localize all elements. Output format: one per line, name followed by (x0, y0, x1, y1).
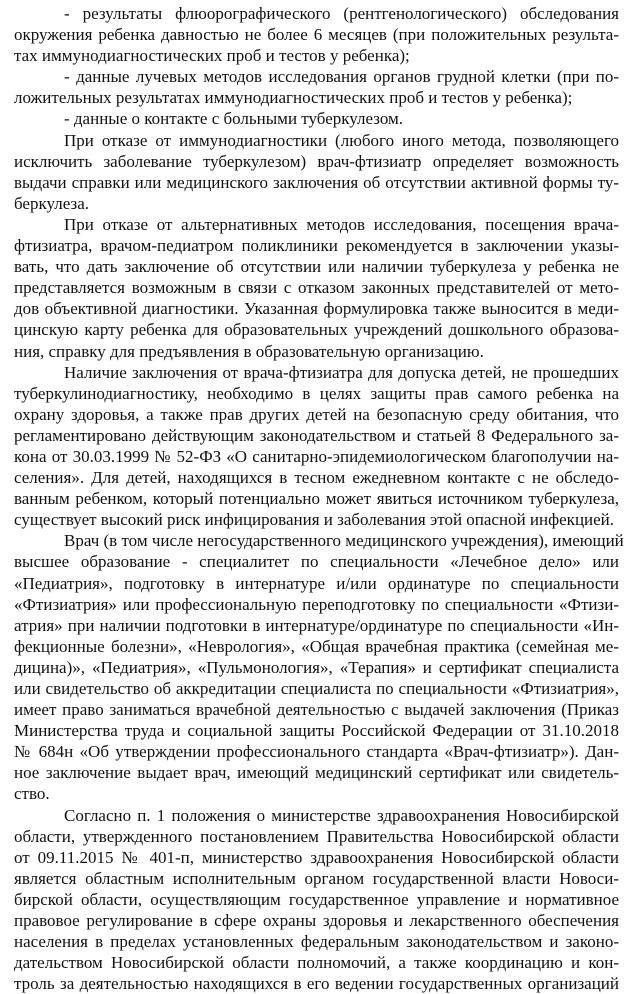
paragraph (14, 108, 619, 129)
text-line: дицина)», «Педиатрия», «Пульмонология», «Терапия» и сертификат специалиста (14, 657, 619, 677)
text-line: выдачи справки или медицинского заключения об отсутствии активной формы ту- (14, 172, 619, 192)
text-line: троль за деятельностью находящихся в его ведении государственных организаций (14, 974, 619, 994)
text-line: цинскую карту ребенка для образовательных учреждений дошкольного образова- (14, 320, 619, 340)
text-line: кона от 30.03.1999 № 52-ФЗ «О санитарно-эпидемиологическом благополучии на- (14, 446, 619, 466)
text-line: высшее образование - специалитет по специальности «Лечебное дело» или (14, 552, 619, 572)
text-line: правовое регулирование в сфере охраны здоровья и лекарственного обеспечения (14, 911, 619, 931)
text-line: № 684н «Об утверждении профессионального стандарта «Врач-фтизиатр»). Дан- (14, 742, 619, 762)
text-line: фтизиатра, врачом-педиатром поликлиники рекомендуется в заключении указы- (14, 236, 619, 256)
text-line: дательством Новосибирской области полномочий, а также координацию и кон- (14, 953, 619, 973)
text-line: При отказе от альтернативных методов исследования, посещения врача- (64, 214, 619, 234)
text-line: ния, справку для предъявления в образовательную организацию. (14, 341, 484, 361)
text-line: «Педиатрия», подготовку в интернатуре и/или ординатуре по специальности (14, 573, 619, 593)
text-line: бирской области, осуществляющим государственное управление и нормативное (14, 889, 619, 909)
paragraph (14, 530, 624, 804)
text-line: атрия» при наличии подготовки в интернатуре/ординатуре по специальности «Ин- (14, 615, 619, 635)
text-line: ство. (14, 784, 50, 804)
paragraph (14, 805, 619, 994)
text-line: - данные лучевых методов исследования органов грудной клетки (при по- (64, 67, 619, 87)
text-line: или свидетельство об аккредитации специалиста по специальности «Фтизиатрия», (14, 679, 619, 698)
text-line: существует высокий риск инфицирования и заболевания этой опасной инфекцией. (14, 510, 615, 530)
paragraph (14, 130, 619, 214)
text-line: представляется возможным в связи с отказом законных представителей от мето- (14, 278, 619, 298)
document-page (14, 3, 624, 994)
paragraph (14, 214, 619, 362)
text-line: «Фтизиатрия» или профессиональную переподготовку по специальности «Фтизи- (14, 594, 619, 614)
paragraph (14, 66, 619, 108)
text-line: от 09.11.2015 № 401-п, министерство здравоохранения Новосибирской области (14, 847, 619, 867)
text-line: ное заключение выдает врач, имеющий медицинский сертификат или свидетель- (14, 763, 619, 783)
text-line: - данные о контакте с больными туберкулезом. (64, 109, 404, 129)
text-line: окружения ребенка давностью не более 6 месяцев (при положительных результа- (14, 25, 619, 45)
text-line: ванным ребенком, который потенциально может явиться источником туберкулеза, (14, 489, 619, 509)
text-line: регламентировано действующим законодательством и статьей 8 Федерального за- (14, 425, 619, 445)
text-line: имеет право заниматься врачебной деятельностью с выдачей заключения (Приказ (14, 700, 619, 720)
text-line: Согласно п. 1 положения о министерстве здравоохранения Новосибирской (64, 805, 619, 825)
text-line: охрану здоровья, а также прав других детей на безопасную среду обитания, что (14, 404, 619, 424)
text-line: Наличие заключения от врача-фтизиатра для допуска детей, не прошедших (64, 362, 619, 382)
text-line: тах иммунодиагностических проб и тестов у ребенка); (14, 46, 410, 66)
text-line: Министерства труда и социальной защиты Российской Федерации от 31.10.2018 (14, 721, 619, 741)
text-line: является областным исполнительным органом государственной власти Новоси- (14, 868, 619, 888)
text-line: При отказе от иммунодиагностики (любого иного метода, позволяющего (64, 130, 619, 150)
text-line: - результаты флюорографического (рентгенологического) обследования (64, 4, 619, 23)
text-line: Врач (в том числе негосударственного медицинского учреждения), имеющий (64, 531, 624, 551)
text-line: беркулеза. (14, 193, 89, 213)
text-line: вать, что дать заключение об отсутствии или наличии туберкулеза у ребенка не (14, 257, 619, 277)
text-line: исключить заболевание туберкулезом) врач-фтизиатр определяет возможность (14, 151, 619, 171)
paragraph (14, 3, 619, 66)
text-line: фекционные болезни», «Неврология», «Общая врачебная практика (семейная ме- (14, 636, 619, 656)
text-line: селения». Для детей, находящихся в тесном ежедневном контакте с не обследо- (14, 468, 619, 488)
text-line: ложительных результатах иммунодиагностических проб и тестов у ребенка); (14, 88, 573, 108)
paragraph (14, 362, 619, 531)
text-line: туберкулинодиагностику, необходимо в целях защиты прав самого ребенка на (14, 383, 619, 403)
text-line: населения в пределах установленных федеральным законодательством и законо- (14, 932, 619, 952)
text-line: дов объективной диагностики. Указанная формулировка также выносится в меди- (14, 299, 619, 319)
text-line: области, утвержденного постановлением Правительства Новосибирской области (14, 826, 619, 846)
